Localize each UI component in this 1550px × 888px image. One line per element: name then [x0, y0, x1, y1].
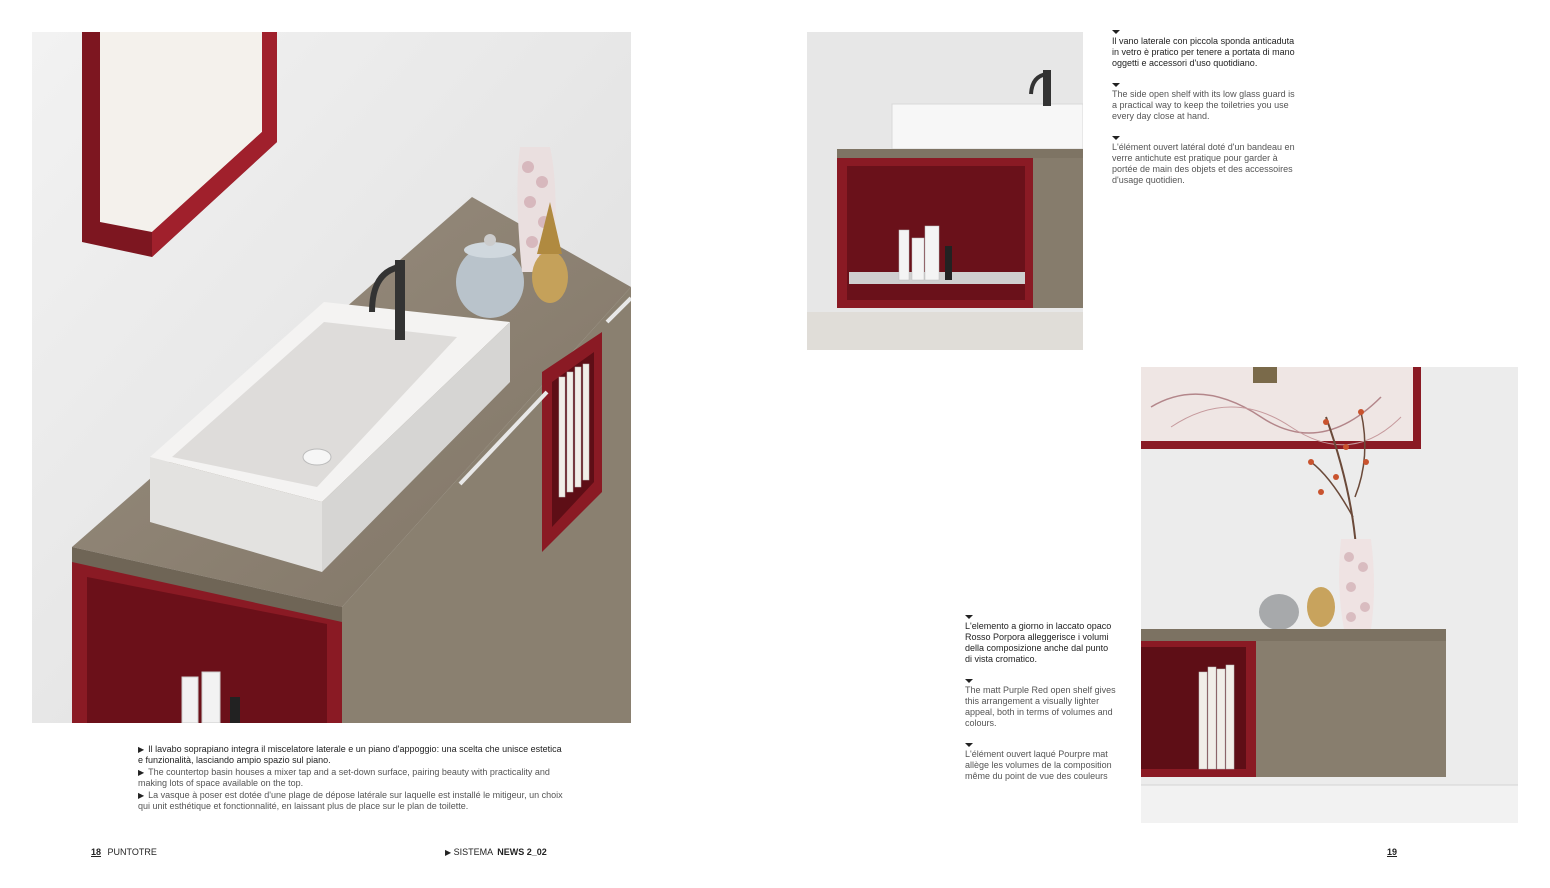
- left-page-number: 18: [91, 847, 102, 857]
- caption-marker-icon: [1112, 136, 1120, 140]
- top-right-caption-en: The side open shelf with its low glass guard is a practical way to keep the toiletries you use every day close at hand.: [1112, 89, 1295, 121]
- vanity-composition-illustration: [1141, 367, 1518, 823]
- caption-marker-icon: [965, 615, 973, 619]
- mid-right-caption-en: The matt Purple Red open shelf gives this arrangement a visually lighter appeal, both in terms of volumes and colours.: [965, 685, 1116, 728]
- footer-right: [1387, 847, 1397, 857]
- issue-name: NEWS 2_02: [497, 847, 547, 857]
- caption-marker-icon: [1112, 30, 1120, 34]
- top-right-caption-fr: L'élément ouvert latéral doté d'un bandeau en verre antichute est pratique pour garder à portée de main des objets et des accessoires d'usage quotidien.: [1112, 142, 1295, 185]
- footer-left: [91, 847, 157, 857]
- caption-marker-icon: [965, 743, 973, 747]
- brand-name: PUNTOTRE: [107, 847, 157, 857]
- mid-right-caption-it: L'elemento a giorno in laccato opaco Rosso Porpora alleggerisce i volumi della composizione anche dal punto di vista cromatico.: [965, 621, 1112, 664]
- caption-marker-icon: [1112, 83, 1120, 87]
- bullet-icon: ▶: [138, 745, 145, 754]
- top-right-caption: [1112, 30, 1302, 186]
- bullet-icon: ▶: [445, 848, 452, 857]
- footer-center: [445, 847, 547, 857]
- caption-marker-icon: [965, 679, 973, 683]
- bullet-icon: ▶: [138, 791, 145, 800]
- side-shelf-illustration: [807, 32, 1083, 350]
- top-right-caption-it: Il vano laterale con piccola sponda anticaduta in vetro è pratico per tenere a portata di mano oggetti e accessori d'uso quotidiano.: [1112, 36, 1295, 68]
- mid-right-caption-fr: L'élément ouvert laqué Pourpre mat allège les volumes de la composition même du point de vue des couleurs: [965, 749, 1112, 781]
- left-caption: [138, 744, 568, 812]
- left-caption-en: The countertop basin houses a mixer tap and a set-down surface, pairing beauty with practicality and making lots of space available on the top.: [138, 767, 550, 788]
- bullet-icon: ▶: [138, 768, 145, 777]
- vanity-composition-photo: [1141, 367, 1518, 823]
- mid-right-caption: [965, 615, 1117, 782]
- left-caption-it: Il lavabo soprapiano integra il miscelatore laterale e un piano d'appoggio: una scelta che unisce estetica e funzionalità, lasciando ampio spazio sul piano.: [138, 744, 562, 765]
- section-name: SISTEMA: [453, 847, 493, 857]
- side-shelf-photo: [807, 32, 1083, 350]
- main-bathroom-photo: [32, 32, 631, 723]
- right-page-number: 19: [1387, 847, 1398, 857]
- left-caption-fr: La vasque à poser est dotée d'une plage de dépose latérale sur laquelle est installé le mitigeur, un choix qui unit esthétique et fonctionnalité, en laissant plus de place sur le plan de toilette.: [138, 790, 563, 811]
- main-bathroom-illustration: [32, 32, 631, 723]
